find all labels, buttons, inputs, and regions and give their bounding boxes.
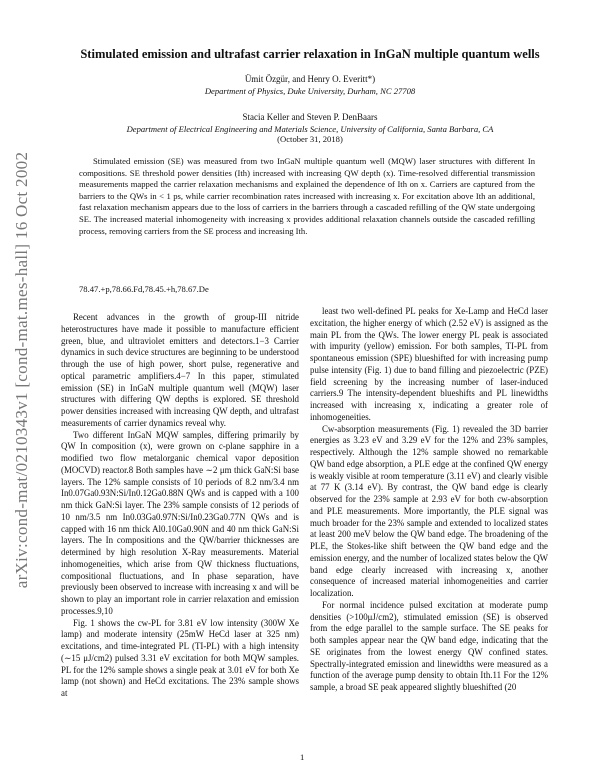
affiliation-duke: Department of Physics, Duke University, Durham, NC 27708 [204, 86, 416, 96]
arxiv-identifier: arXiv:cond-mat/0210343v1 [cond-mat.mes-hall] 16 Oct 2002 [12, 151, 31, 589]
arxiv-sidebar [8, 120, 36, 620]
pacs-codes: 78.47.+p,78.66.Fd,78.45.+h,78.67.De [79, 284, 209, 294]
paragraph: Fig. 1 shows the cw-PL for 3.81 eV low intensity (300W Xe lamp) and moderate intensity (25mW HeCd laser at 325 nm) excitations, and time-integrated PL (TI-PL) with a high intensity (∼15 μJ/cm2) pulsed 3.31 eV excitation for both MQW samples. PL for the 12% sample shows a single peak at 3.01 eV for both Xe lamp (not shown) and HeCd excitations. The 23% sample shows at [61, 617, 299, 698]
paragraph: least two well-defined PL peaks for Xe-Lamp and HeCd laser excitation, the higher energy of which (2.52 eV) is assigned as the main PL from the QWs. The lower energy PL peak is associated with impurity (yellow) emission. For both samples, TI-PL from spontaneous emission (SPE) blueshifted for with increasing pump pulse intensity (Fig. 1) due to band filling and piezoelectric (PZE) field screening by the increasing number of laser-induced carriers.9 The intensity-dependent blueshifts and PL linewidths increased with increasing x, indicating a greater role of inhomogeneities. [310, 306, 548, 422]
paragraph: Recent advances in the growth of group-III nitride heterostructures have made it possible to manufacture efficient green, blue, and ultraviolet emitters and detectors.1−3 Carrier dynamics in such device structures are beginning to be understood through the use of high power, short pulse, regenerative and optical parametric amplifiers.4−7 In this paper, stimulated emission (SE) in InGaN multiple quantum well (MQW) laser structures with differing QW depths is explored. SE threshold power densities increased with increasing QW depth, and ultrafast measurements of carrier dynamics reveal why. [61, 312, 299, 428]
page-number: 1 [300, 752, 305, 762]
authors-second-group: Stacia Keller and Steven P. DenBaars [242, 112, 378, 122]
paragraph: Cw-absorption measurements (Fig. 1) revealed the 3D barrier energies as 3.23 eV and 3.29 eV for the 12% and 23% samples, respectively. Although the 12% sample showed no remarkable QW band edge absorption, a PLE edge at the confined QW energy is weakly visible at room temperature (3.11 eV) and clearly visible at 77 K (3.14 eV). By contrast, the QW band edge is clearly observed for the 23% sample at 2.93 eV for both cw-absorption and PLE measurements. More importantly, the PLE signal was much broader for the 23% sample and extended to localized states at least 200 meV below the QW band edge. The broadening of the PLE, the Stokes-like shift between the QW band edge and the emission energy, and the number of localized states below the QW band edge clearly increased with increasing x, another consequence of increased material inhomogeneities and carrier localization. [310, 423, 548, 598]
paragraph: For normal incidence pulsed excitation at moderate pump densities (>100μJ/cm2), stimulated emission (SE) is observed from the edge parallel to the sample surface. The SE peaks for both samples appear near the QW band edge, indicating that the SE originates from the lowest energy QW confined states. Spectrally-integrated emission and linewidths were measured as a function of the average pump density to obtain Ith.11 For the 12% sample, a broad SE peak appeared slightly blueshifted (20 [310, 599, 548, 692]
paper-title: Stimulated emission and ultrafast carrier relaxation in InGaN multiple quantum wells [80, 47, 540, 61]
paragraph: Two different InGaN MQW samples, differing primarily by QW In composition (x), were grown on c-plane sapphire in a modified two flow metalorganic chemical vapor deposition (MOCVD) reactor.8 Both samples have ∼2 μm thick GaN:Si base layers. The 12% sample consists of 10 periods of 8.2 nm/3.4 nm In0.07Ga0.93N:Si/In0.12Ga0.88N QWs and is capped with a 100 nm thick GaN:Si layer. The 23% sample consists of 12 periods of 10 nm/3.5 nm In0.03Ga0.97N:Si/In0.23Ga0.77N QWs and is capped with 16 nm thick Al0.10Ga0.90N and 40 nm thick GaN:Si layers. The In compositions and the QW/barrier thicknesses are determined by high resolution X-Ray measurements. Material inhomogeneities, which arise from QW thickness fluctuations, compositional fluctuations, and In phase separation, have previously been observed to increase with increasing x and will be shown to play an important role in carrier relaxation and emission processes.9,10 [61, 429, 299, 616]
abstract: Stimulated emission (SE) was measured from two InGaN multiple quantum well (MQW) laser structures with different In compositions. SE threshold power densities (Ith) increased with increasing QW depth (x). Time-resolved differential transmission measurements mapped the carrier relaxation mechanisms and explained the dependence of Ith on x. Carriers are captured from the barriers to the QWs in < 1 ps, while carrier recombination rates increased with increasing x. For excitation above Ith an additional, fast relaxation mechanism appears due to the loss of carriers in the barriers through a cascaded refilling of the QW state undergoing SE. The increased material inhomogeneity with increasing x provides additional relaxation channels outside the cascaded refilling process, removing carriers from the SE process and increasing Ith. [79, 156, 535, 236]
body-left-column [61, 312, 299, 700]
affiliation-ucsb: Department of Electrical Engineering and Materials Science, University of California, Santa Barbara, CA [126, 124, 494, 134]
body-right-column [310, 306, 548, 694]
authors-first-group: Ümit Özgür, and Henry O. Everitt*) [244, 74, 376, 84]
paper-date: (October 31, 2018) [277, 134, 343, 144]
